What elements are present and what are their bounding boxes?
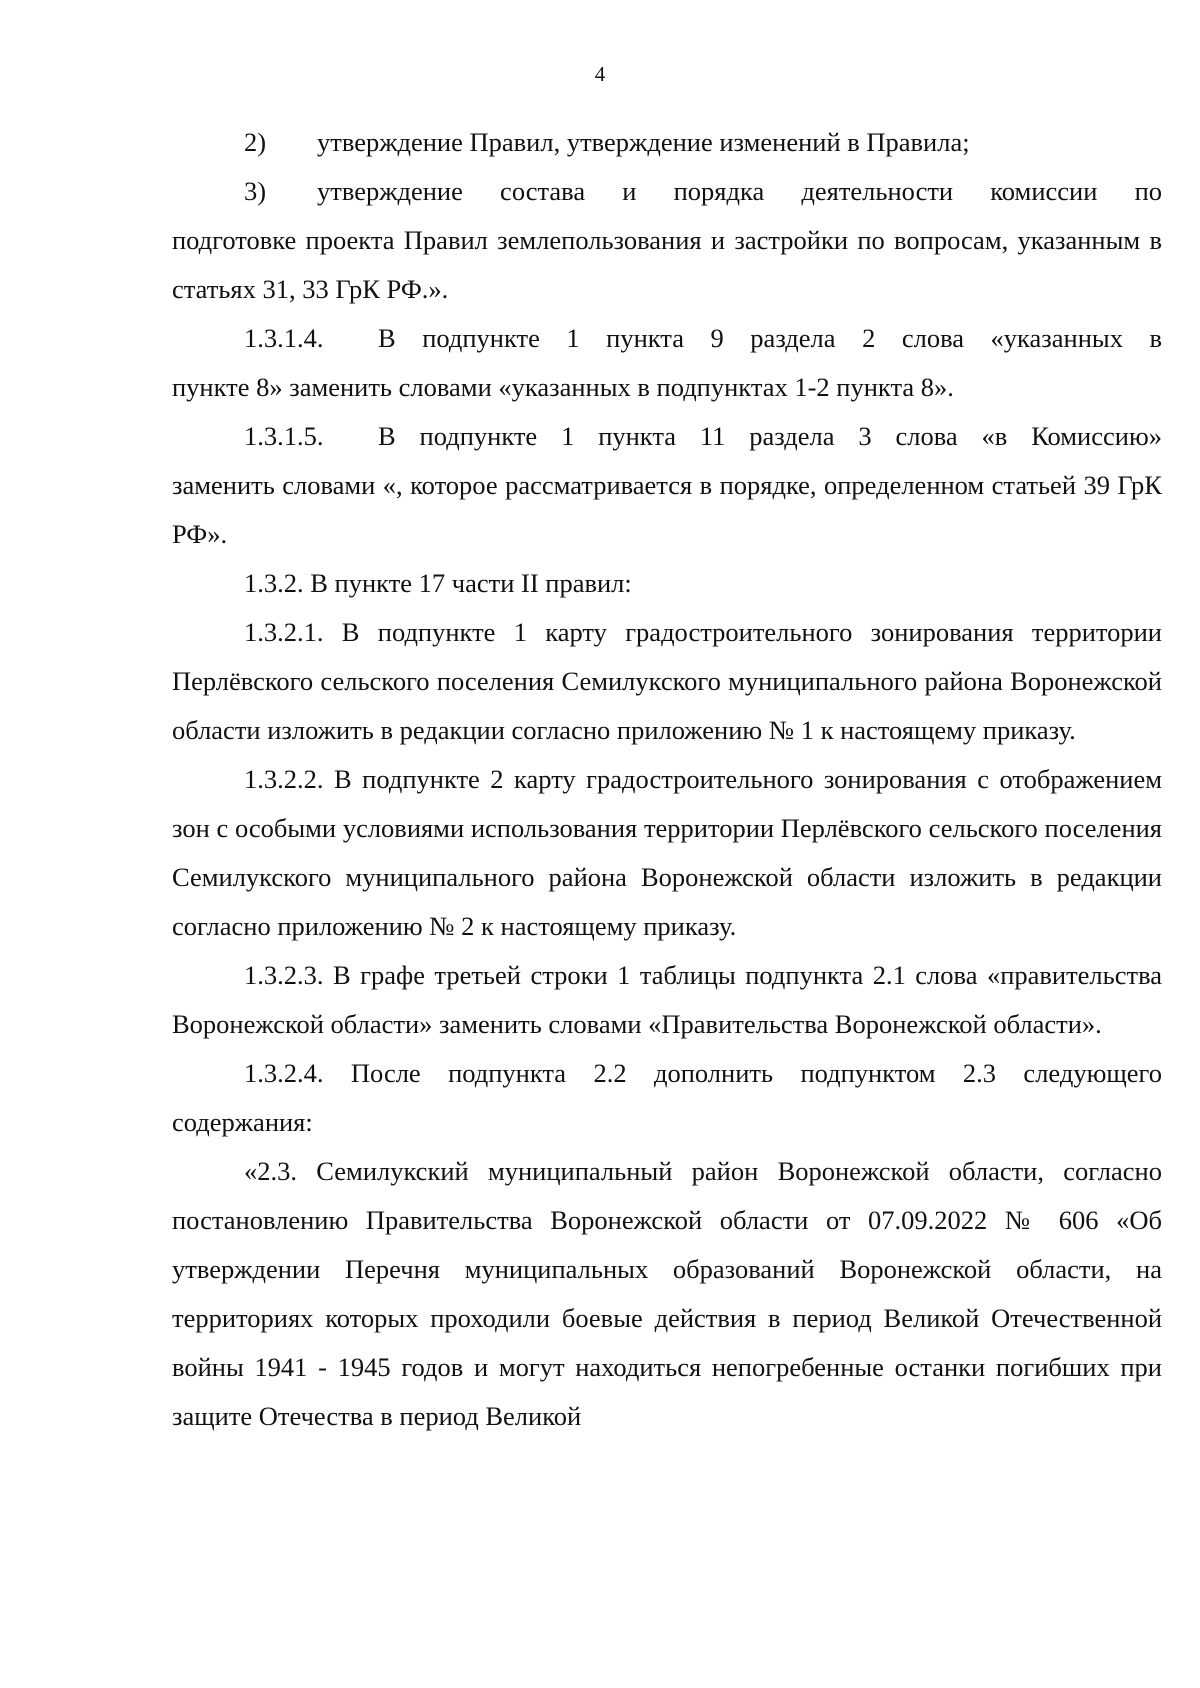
list-item-3 <box>172 167 1162 314</box>
list-item-3-first-line <box>172 167 1162 216</box>
list-item-2 <box>172 118 1162 167</box>
clause-2-3-quoted: «2.3. Семилукский муниципальный район Воронежской области, согласно постановлению Правительства Воронежской области от 07.09.2022 № 606 «Об утверждении Перечня муниципальных образований Воронежской области, на территориях которых проходили боевые действия в период Великой Отечественной войны 1941 - 1945 годов и могут находиться непогребенные останки погибших при защите Отечества в период Великой <box>172 1156 1162 1431</box>
list-item-text-line1: утверждение состава и порядка деятельности комиссии по <box>317 176 1162 206</box>
clause-number: 1.3.1.5. <box>244 421 324 451</box>
clause-1-3-1-4 <box>172 314 1162 412</box>
list-item-text: утверждение Правил, утверждение изменений в Правила; <box>317 127 970 157</box>
clause-1-3-2-3: 1.3.2.3. В графе третьей строки 1 таблицы подпункта 2.1 слова «правительства Воронежской области» заменить словами «Правительства Воронежской области». <box>172 960 1162 1039</box>
clause-1-3-1-5 <box>172 412 1162 559</box>
clause-text-line1: В подпункте 1 пункта 9 раздела 2 слова «указанных в <box>378 323 1162 353</box>
clause-first-line <box>172 412 1162 461</box>
clause-1-3-2-2: 1.3.2.2. В подпункте 2 карту градостроительного зонирования с отображением зон с особыми условиями использования территории Перлёвского сельского поселения Семилукского муниципального района Воронежской области изложить в редакции согласно приложению № 2 к настоящему приказу. <box>172 764 1162 941</box>
document-body <box>172 118 1162 1441</box>
page-number: 4 <box>594 62 606 86</box>
clause-text-continued: пункте 8» заменить словами «указанных в подпунктах 1-2 пункта 8». <box>172 372 954 402</box>
clause-1-3-2: 1.3.2. В пункте 17 части II правил: <box>244 568 632 598</box>
clause-1-3-2-4: 1.3.2.4. После подпункта 2.2 дополнить подпунктом 2.3 следующего содержания: <box>172 1058 1162 1137</box>
list-item-number: 2) <box>244 127 267 157</box>
list-item-number: 3) <box>244 176 267 206</box>
clause-first-line <box>172 314 1162 363</box>
clause-1-3-2-1: 1.3.2.1. В подпункте 1 карту градостроительного зонирования территории Перлёвского сельского поселения Семилукского муниципального района Воронежской области изложить в редакции согласно приложению № 1 к настоящему приказу. <box>172 617 1162 745</box>
list-item-text-continued: подготовке проекта Правил землепользования и застройки по вопросам, указанным в статьях 31, 33 ГрК РФ.». <box>172 225 1162 304</box>
clause-text-continued: заменить словами «, которое рассматривается в порядке, определенном статьей 39 ГрК РФ». <box>172 470 1162 549</box>
clause-number: 1.3.1.4. <box>244 323 324 353</box>
clause-text-line1: В подпункте 1 пункта 11 раздела 3 слова «в Комиссию» <box>378 421 1162 451</box>
